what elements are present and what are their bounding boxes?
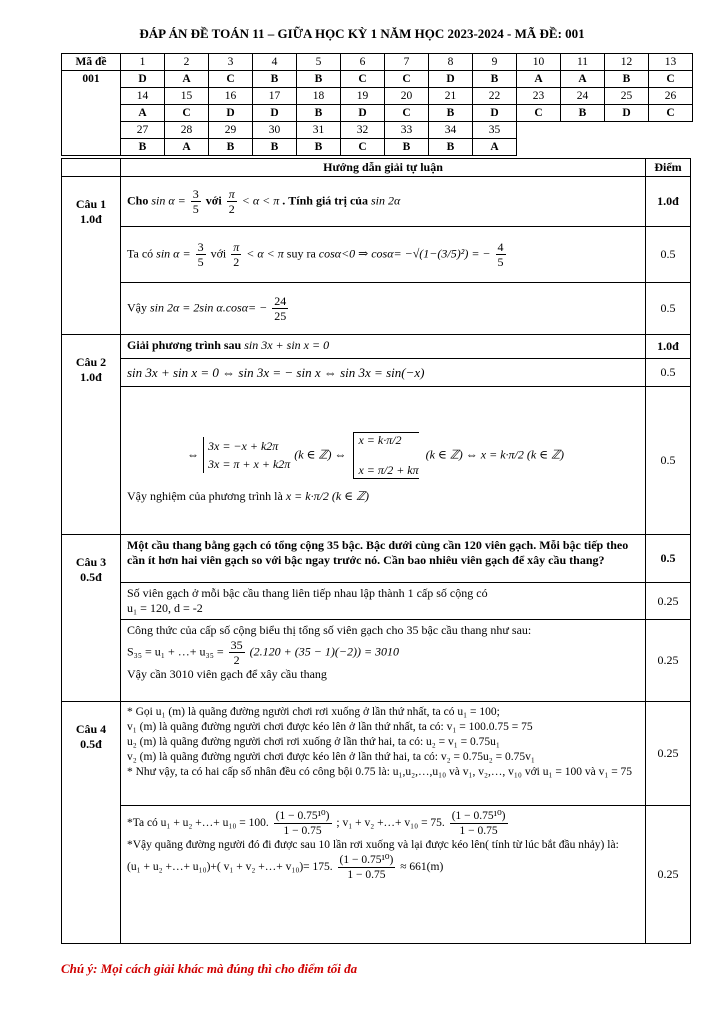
key-answer: C — [649, 71, 693, 88]
key-num: 5 — [297, 54, 341, 71]
key-answer: A — [517, 71, 561, 88]
key-num: 28 — [165, 122, 209, 139]
points: 0.5 — [646, 227, 691, 283]
key-answer: A — [165, 71, 209, 88]
key-num: 27 — [121, 122, 165, 139]
key-answer: C — [209, 71, 253, 88]
points: 0.25 — [646, 806, 691, 944]
key-num: 23 — [517, 88, 561, 105]
key-answer: B — [253, 71, 297, 88]
points: 0.25 — [646, 702, 691, 806]
key-empty — [517, 122, 693, 139]
footnote: Chú ý: Mọi cách giải khác mà đúng thì cho điểm tối đa — [61, 961, 358, 976]
key-num: 21 — [429, 88, 473, 105]
key-num: 35 — [473, 122, 517, 139]
key-answer: A — [561, 71, 605, 88]
key-num: 17 — [253, 88, 297, 105]
question-score: 0.5đ — [80, 570, 102, 584]
points-header: Điểm — [646, 159, 691, 177]
points: 0.25 — [646, 583, 691, 620]
key-header: Mã đề — [62, 54, 121, 71]
key-answer: D — [473, 105, 517, 122]
key-answer: D — [253, 105, 297, 122]
solution-step: Ta có sin α = $\frac{3}{5}$ với $\frac{\pi}{2}$ < α < π suy ra cosα<0 ⇒ cosα= −√(1−(3/5)²) = − $\frac{4}{5}$ — [121, 227, 646, 283]
question-number: Câu 2 — [75, 355, 107, 369]
key-num: 16 — [209, 88, 253, 105]
solution-step: Số viên gạch ở mỗi bậc cầu thang liên tiếp nhau lập thành 1 cấp số cộng có u₁ = 120, d = -2 — [121, 583, 646, 620]
points: 0.5 — [646, 359, 691, 387]
key-answer: B — [253, 139, 297, 156]
key-answer: D — [209, 105, 253, 122]
key-answer: B — [209, 139, 253, 156]
key-answer: C — [385, 105, 429, 122]
solution-step: ⇔3x = −x + k2π 3x = π + x + k2π(k ∈ ℤ) ⇔ x = k·π/2 x = π/2 + kπ (k ∈ ℤ) ⇔ x = k·π/2 (k ∈ ℤ) Vậy nghiệm của phương trình là x = k·π/2 (k ∈ ℤ) — [121, 387, 646, 535]
key-answer: B — [561, 105, 605, 122]
key-answer: D — [341, 105, 385, 122]
key-answer: D — [429, 71, 473, 88]
key-answer: C — [341, 71, 385, 88]
key-num: 18 — [297, 88, 341, 105]
key-num: 32 — [341, 122, 385, 139]
solution-step: sin 3x + sin x = 0 ⇔ sin 3x = − sin x ⇔ sin 3x = sin(−x) — [121, 359, 646, 387]
key-num: 26 — [649, 88, 693, 105]
key-num: 13 — [649, 54, 693, 71]
key-num: 29 — [209, 122, 253, 139]
key-num: 3 — [209, 54, 253, 71]
key-answer: D — [121, 71, 165, 88]
key-answer: B — [297, 71, 341, 88]
question-prompt: Một cầu thang bằng gạch có tổng cộng 35 bậc. Bậc dưới cùng cần 120 viên gạch. Mỗi bậc tiếp theo cần ít hơn hai viên gạch so với bậc ngay trước nó. Cần bao nhiêu viên gạch để xây cầu thang? — [121, 535, 646, 583]
key-num: 2 — [165, 54, 209, 71]
exam-code: 001 — [62, 71, 121, 156]
key-num: 31 — [297, 122, 341, 139]
solution-step: *Ta có u₁ + u₂ +…+ u₁₀ = 100. $\frac{\text{(1 − 0.75¹⁰)}}{1 - 0.75}$ ; v₁ + v₂ +…+ v₁₀ = 75. $\frac{\text{(1 − 0.75¹⁰)}}{1 - 0.75}$ *Vậy quãng đường người đó đi được sau 10 lần rơi xuống và lại được kéo lên( tính từ lúc bắt đầu nhảy) là: (u₁ + u₂ +…+ u₁₀)+( v₁ + v₂ +…+ v₁₀)= 175. $\frac{\text{(1 − 0.75¹⁰)}}{1 - 0.75}$ ≈ 661(m) — [121, 806, 646, 944]
key-num: 8 — [429, 54, 473, 71]
key-answer: C — [341, 139, 385, 156]
key-num: 12 — [605, 54, 649, 71]
question-label — [62, 535, 121, 702]
points: 0.25 — [646, 620, 691, 702]
key-num: 7 — [385, 54, 429, 71]
points: 0.5 — [646, 283, 691, 335]
solution-step: * Gọi u₁ (m) là quãng đường người chơi rơi xuống ở lần thứ nhất, ta có u₁ = 100; v₁ (m) là quãng đường người chơi được kéo lên ở lần thứ nhất, ta có: v₁ = 100.0.75 = 75 u₂ (m) là quãng đường người chơi rơi xuống ở lần thứ hai, ta có: u₂ = v₁ = 0.75u₁ v₂ (m) là quãng đường người chơi được kéo lên ở lần thứ hai, ta có: v₂ = 0.75u₂ = 0.75v₁ * Như vậy, ta có hai cấp số nhân đều có công bội 0.75 là: u₁,u₂,…,u₁₀ và v₁, v₂,…, v₁₀ với u₁ = 100 và v₁ = 75 — [121, 702, 646, 806]
key-answer: B — [429, 139, 473, 156]
answer-key-table — [61, 53, 693, 156]
key-answer: B — [385, 139, 429, 156]
key-answer: C — [385, 71, 429, 88]
key-num: 33 — [385, 122, 429, 139]
points: 0.5 — [646, 387, 691, 535]
key-num: 20 — [385, 88, 429, 105]
question-prompt: Cho sin α = $\frac{3}{5}$ với $\frac{\pi}{2}$ < α < π . Tính giá trị của sin 2α — [121, 177, 646, 227]
question-score: 0.5đ — [80, 737, 102, 751]
essay-header: Hướng dẫn giải tự luận — [121, 159, 646, 177]
essay-table — [61, 158, 691, 944]
solution-step: Công thức của cấp số cộng biểu thị tổng số viên gạch cho 35 bậc cầu thang như sau: S₃₅ = u₁ + …+ u₃₅ = $\frac{35}{2}$ (2.120 + (35 − 1)(−2)) = 3010 Vậy cần 3010 viên gạch để xây cầu thang — [121, 620, 646, 702]
key-num: 4 — [253, 54, 297, 71]
key-num: 30 — [253, 122, 297, 139]
key-answer: B — [297, 139, 341, 156]
key-answer: B — [473, 71, 517, 88]
key-num: 24 — [561, 88, 605, 105]
key-answer: C — [165, 105, 209, 122]
question-prompt: Giải phương trình sau sin 3x + sin x = 0 — [121, 335, 646, 359]
key-answer: A — [473, 139, 517, 156]
key-empty — [517, 139, 693, 156]
question-label — [62, 702, 121, 944]
question-label — [62, 177, 121, 335]
key-answer: C — [649, 105, 693, 122]
key-num: 25 — [605, 88, 649, 105]
question-number: Câu 4 — [75, 722, 107, 736]
key-answer: B — [429, 105, 473, 122]
key-num: 11 — [561, 54, 605, 71]
key-num: 19 — [341, 88, 385, 105]
points: 1.0đ — [646, 177, 691, 227]
key-answer: B — [121, 139, 165, 156]
key-answer: B — [297, 105, 341, 122]
key-num: 14 — [121, 88, 165, 105]
key-num: 9 — [473, 54, 517, 71]
key-num: 1 — [121, 54, 165, 71]
question-number: Câu 3 — [75, 555, 107, 569]
question-score: 1.0đ — [80, 370, 102, 384]
key-num: 15 — [165, 88, 209, 105]
points: 1.0đ — [646, 335, 691, 359]
key-answer: B — [605, 71, 649, 88]
key-answer: C — [517, 105, 561, 122]
key-answer: A — [165, 139, 209, 156]
key-num: 34 — [429, 122, 473, 139]
essay-corner — [62, 159, 121, 177]
key-answer: A — [121, 105, 165, 122]
key-num: 10 — [517, 54, 561, 71]
points: 0.5 — [646, 535, 691, 583]
question-score: 1.0đ — [80, 212, 102, 226]
solution-step: Vậy sin 2α = 2sin α.cosα= − $\frac{24}{25}$ — [121, 283, 646, 335]
key-num: 22 — [473, 88, 517, 105]
page-title: ĐÁP ÁN ĐỀ TOÁN 11 – GIỮA HỌC KỲ 1 NĂM HỌC 2023-2024 - MÃ ĐỀ: 001 — [139, 26, 585, 41]
question-label — [62, 335, 121, 535]
question-number: Câu 1 — [75, 197, 107, 211]
key-answer: D — [605, 105, 649, 122]
key-num: 6 — [341, 54, 385, 71]
